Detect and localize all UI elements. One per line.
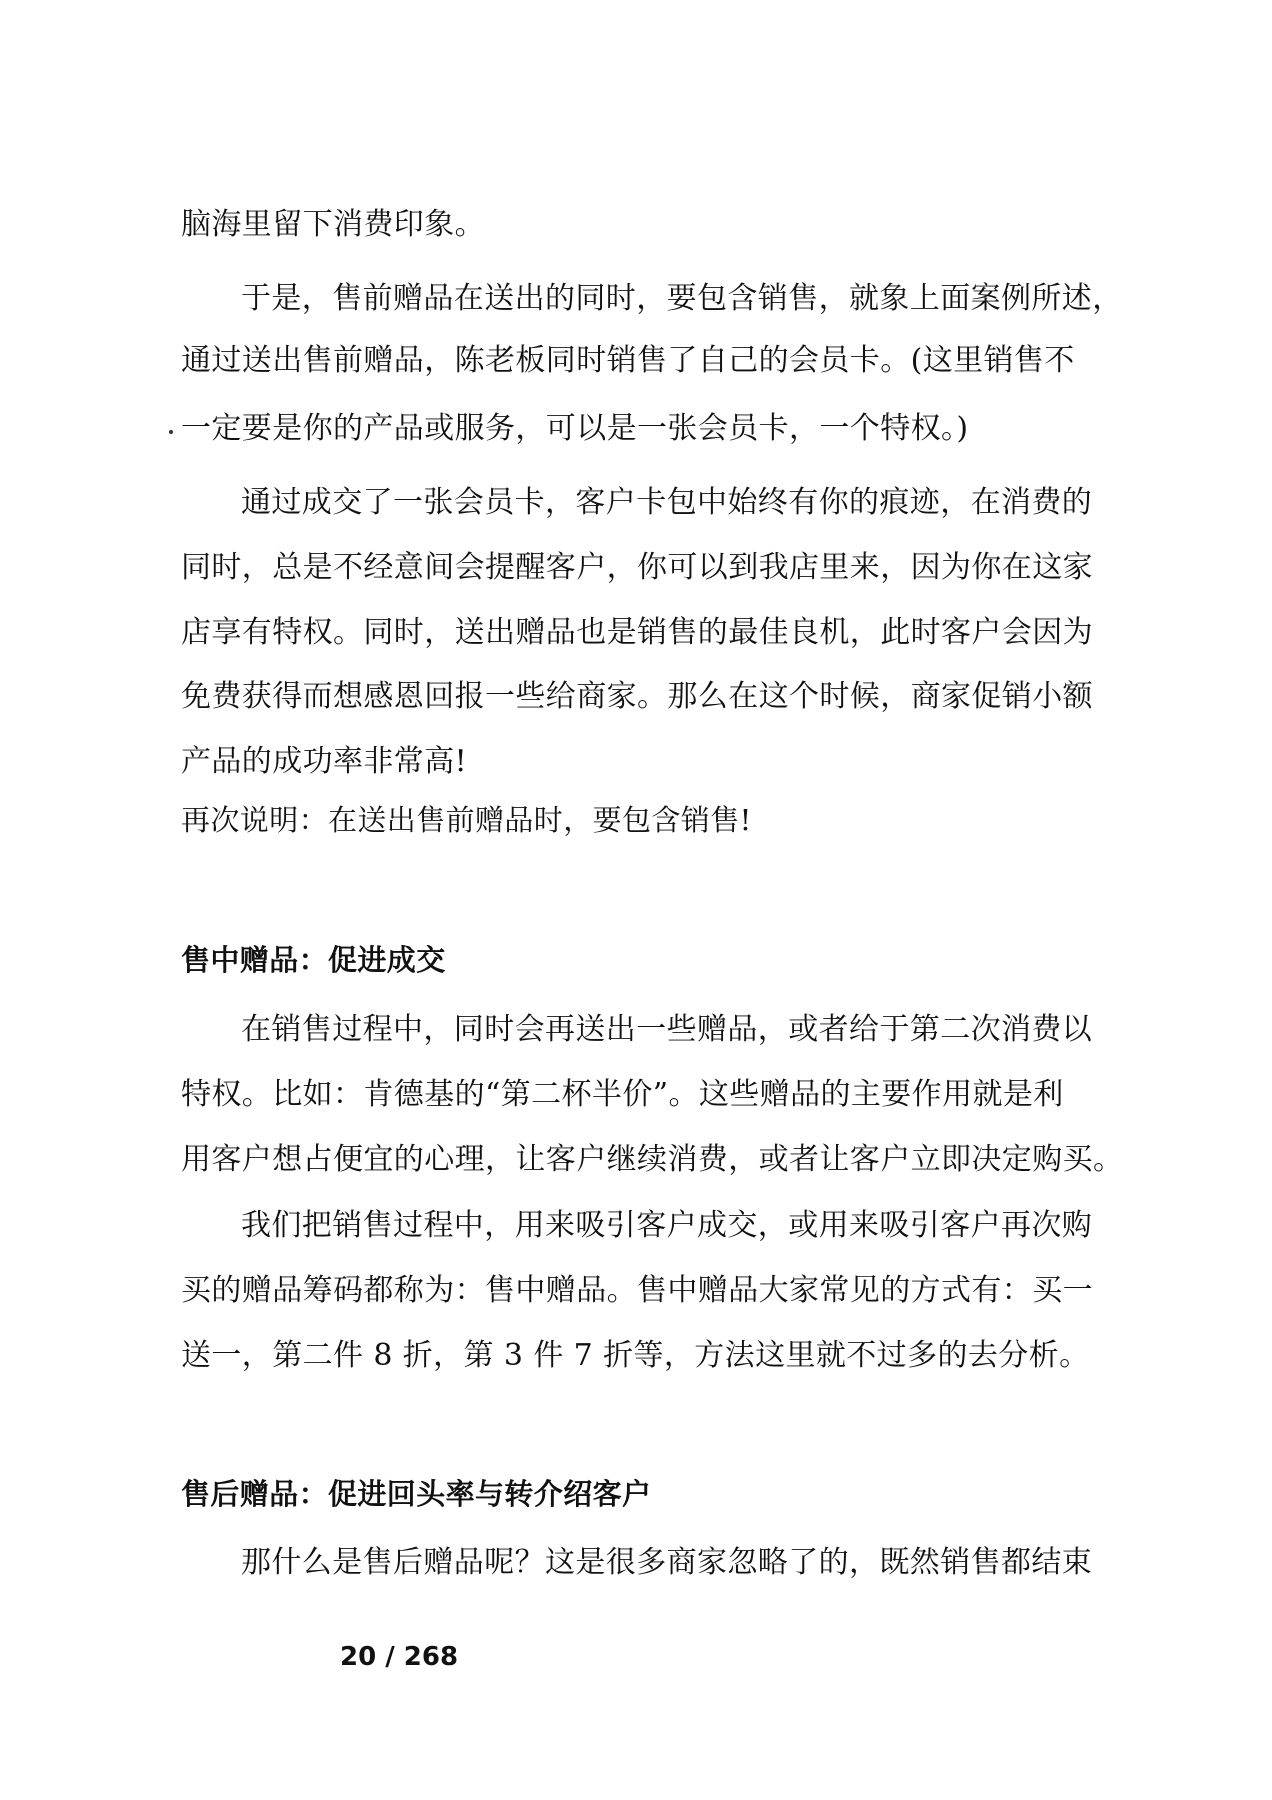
- paragraph-line: 在销售过程中，同时会再送出一些赠品，或者给于第二次消费以: [241, 1012, 1093, 1047]
- paragraph-line: 通过送出售前赠品，陈老板同时销售了自己的会员卡。(这里销售不: [181, 343, 1075, 378]
- paragraph-line: 通过成交了一张会员卡，客户卡包中始终有你的痕迹，在消费的: [241, 485, 1093, 520]
- section-heading: 售中赠品：促进成交: [181, 943, 446, 977]
- paragraph-line: 用客户想占便宜的心理，让客户继续消费，或者让客户立即决定购买。: [181, 1142, 1124, 1177]
- paragraph-line: 特权。比如：肯德基的“第二杯半价”。这些赠品的主要作用就是利: [181, 1077, 1064, 1112]
- section-heading: 售后赠品：促进回头率与转介绍客户: [181, 1477, 652, 1511]
- paragraph-line: 产品的成功率非常高!: [181, 744, 468, 779]
- paragraph-line: 免费获得而想感恩回报一些给商家。那么在这个时候，商家促销小额: [181, 679, 1093, 714]
- note-line: 再次说明：在送出售前赠品时，要包含销售!: [181, 803, 752, 837]
- paragraph-line: 脑海里留下消费印象。: [181, 207, 485, 242]
- paragraph-line: 买的赠品筹码都称为：售中赠品。售中赠品大家常见的方式有：买一: [181, 1273, 1093, 1308]
- paragraph-line: 一定要是你的产品或服务，可以是一张会员卡，一个特权。): [181, 411, 969, 446]
- paragraph-line: 于是，售前赠品在送出的同时，要包含销售，就象上面案例所述，: [241, 281, 1123, 316]
- scan-speck: [169, 430, 173, 434]
- paragraph-line: 同时，总是不经意间会提醒客户，你可以到我店里来，因为你在这家: [181, 550, 1093, 585]
- page-number: 20 / 268: [340, 1642, 459, 1672]
- paragraph-line: 那什么是售后赠品呢？这是很多商家忽略了的，既然销售都结束: [241, 1545, 1093, 1580]
- paragraph-line: 我们把销售过程中，用来吸引客户成交，或用来吸引客户再次购: [241, 1208, 1093, 1243]
- paragraph-line: 送一，第二件 8 折，第 3 件 7 折等，方法这里就不过多的去分析。: [181, 1338, 1090, 1373]
- paragraph-line: 店享有特权。同时，送出赠品也是销售的最佳良机，此时客户会因为: [181, 615, 1093, 650]
